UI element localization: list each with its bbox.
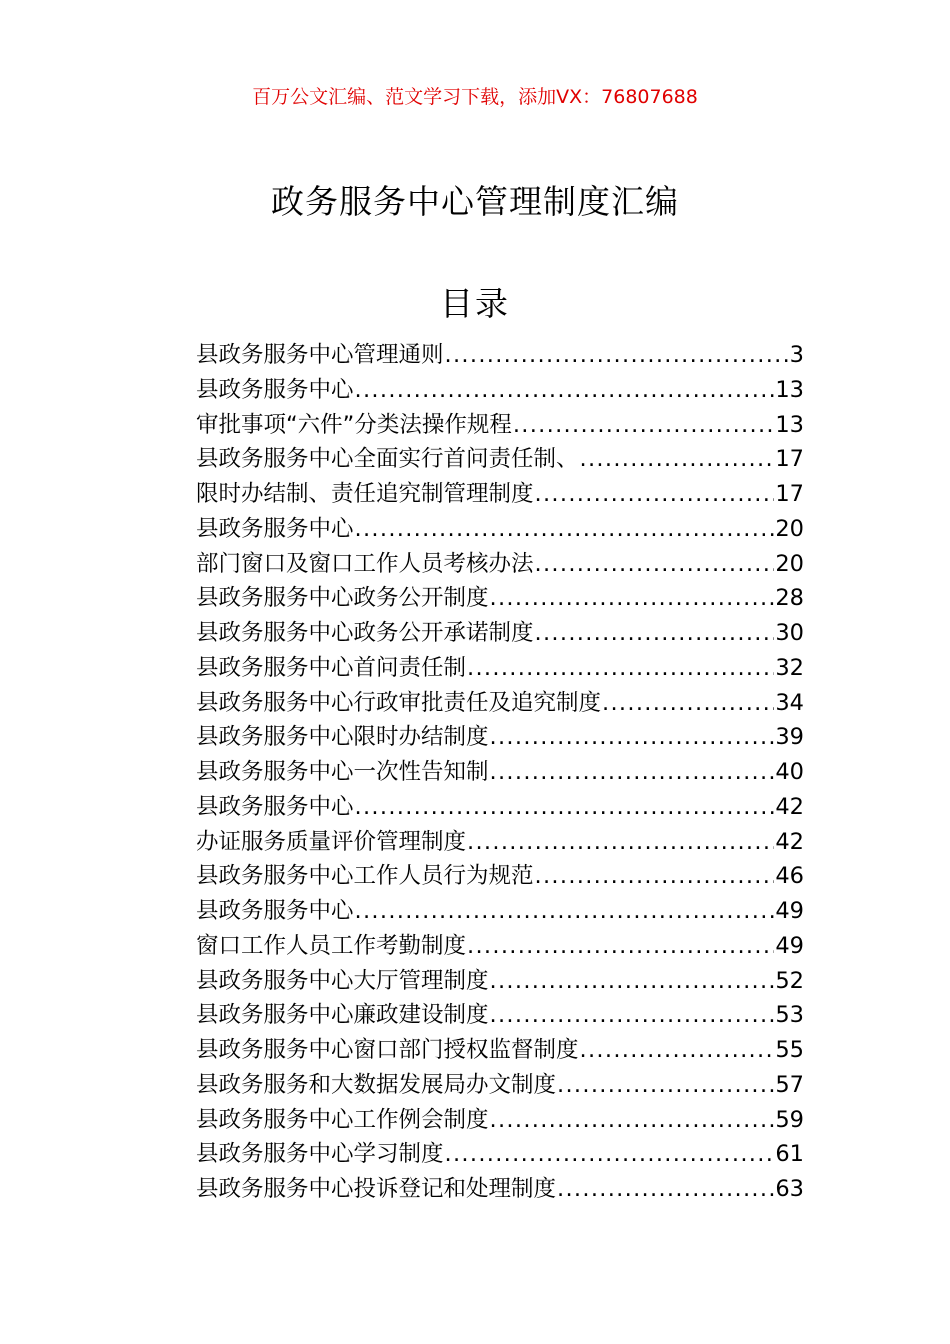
toc-entry-page: 13 [775, 411, 804, 438]
toc-entry-label: 县政务服务中心政务公开承诺制度 [196, 620, 534, 646]
toc-entry[interactable] [196, 755, 804, 790]
toc-heading: 目录 [440, 284, 510, 323]
toc-entry-label: 县政务服务中心窗口部门授权监督制度 [196, 1037, 579, 1063]
toc-dot-leader [355, 790, 775, 824]
toc-entry-label: 县政务服务中心 [196, 376, 354, 403]
promo-banner: 百万公文汇编、范文学习下载，添加VX：76807688 [252, 86, 698, 108]
toc-entry-page: 57 [775, 1071, 804, 1098]
toc-entry-label: 限时办结制、责任追究制管理制度 [196, 481, 534, 507]
toc-entry[interactable] [196, 964, 804, 999]
toc-dot-leader [467, 929, 774, 963]
toc-entry-page: 46 [775, 863, 804, 890]
toc-dot-leader [535, 859, 775, 893]
toc-entry-label: 审批事项“六件”分类法操作规程 [196, 411, 512, 438]
toc-dot-leader [557, 1068, 774, 1102]
toc-entry-page: 49 [775, 898, 804, 924]
toc-dot-leader [467, 651, 774, 685]
toc-dot-leader [580, 1033, 775, 1067]
toc-entry[interactable] [196, 1172, 804, 1207]
toc-entry[interactable] [196, 373, 804, 408]
toc-entry-page: 3 [789, 342, 804, 368]
toc-entry-label: 县政务服务中心 [196, 793, 354, 820]
toc-dot-leader [535, 547, 775, 581]
toc-dot-leader [490, 964, 775, 998]
toc-dot-leader [355, 512, 775, 546]
toc-dot-leader [355, 894, 775, 928]
toc-entry-label: 县政务服务中心首问责任制 [196, 654, 467, 681]
toc-dot-leader [580, 442, 775, 476]
toc-dot-leader [490, 998, 775, 1032]
toc-entry-page: 17 [775, 481, 804, 507]
table-of-contents [196, 338, 804, 1207]
toc-dot-leader [355, 373, 775, 407]
toc-entry[interactable] [196, 651, 804, 686]
toc-entry-label: 县政务服务中心限时办结制度 [196, 724, 489, 751]
toc-dot-leader [490, 1103, 775, 1137]
toc-entry-page: 13 [775, 376, 804, 403]
toc-entry[interactable] [196, 790, 804, 825]
toc-entry-label: 县政务服务中心学习制度 [196, 1141, 444, 1168]
toc-entry[interactable] [196, 512, 804, 547]
toc-entry-page: 49 [775, 932, 804, 959]
toc-entry-label: 县政务服务和大数据发展局办文制度 [196, 1071, 557, 1098]
toc-entry-page: 63 [775, 1176, 804, 1202]
toc-entry-page: 55 [775, 1037, 804, 1063]
toc-entry-page: 39 [775, 724, 804, 751]
toc-dot-leader [445, 1137, 775, 1171]
toc-dot-leader [535, 477, 775, 511]
toc-dot-leader [513, 408, 775, 442]
toc-entry-label: 县政务服务中心一次性告知制 [196, 759, 489, 785]
toc-entry-label: 县政务服务中心行政审批责任及追究制度 [196, 689, 602, 716]
toc-entry[interactable] [196, 477, 804, 512]
toc-entry[interactable] [196, 859, 804, 894]
toc-entry-page: 40 [775, 759, 804, 785]
toc-entry-page: 53 [775, 1002, 804, 1029]
toc-entry-label: 县政务服务中心 [196, 515, 354, 542]
toc-entry-page: 34 [775, 689, 804, 716]
toc-entry[interactable] [196, 929, 804, 964]
toc-entry-label: 县政务服务中心 [196, 898, 354, 924]
toc-entry[interactable] [196, 720, 804, 755]
document-title: 政务服务中心管理制度汇编 [271, 182, 679, 221]
toc-entry-label: 县政务服务中心投诉登记和处理制度 [196, 1176, 557, 1202]
toc-entry-page: 42 [775, 793, 804, 820]
toc-dot-leader [490, 755, 775, 789]
toc-entry[interactable] [196, 825, 804, 860]
toc-entry-page: 61 [775, 1141, 804, 1168]
toc-entry-label: 办证服务质量评价管理制度 [196, 828, 467, 855]
toc-entry[interactable] [196, 1137, 804, 1172]
toc-entry[interactable] [196, 547, 804, 582]
toc-entry[interactable] [196, 338, 804, 373]
toc-entry-label: 县政务服务中心廉政建设制度 [196, 1002, 489, 1029]
toc-dot-leader [490, 581, 775, 615]
toc-entry[interactable] [196, 686, 804, 721]
toc-dot-leader [445, 338, 789, 372]
toc-entry-label: 县政务服务中心工作例会制度 [196, 1106, 489, 1133]
toc-entry-page: 20 [775, 515, 804, 542]
toc-entry-page: 52 [775, 967, 804, 994]
toc-dot-leader [490, 720, 775, 754]
toc-entry-page: 59 [775, 1106, 804, 1133]
toc-entry-label: 县政务服务中心政务公开制度 [196, 585, 489, 612]
toc-entry-page: 17 [775, 446, 804, 473]
toc-entry[interactable] [196, 442, 804, 477]
toc-entry-label: 县政务服务中心全面实行首问责任制、 [196, 446, 579, 473]
toc-entry-page: 42 [775, 828, 804, 855]
toc-entry[interactable] [196, 1103, 804, 1138]
toc-entry-label: 县政务服务中心管理通则 [196, 342, 444, 368]
toc-entry[interactable] [196, 1033, 804, 1068]
toc-entry-page: 30 [775, 620, 804, 646]
toc-entry-label: 窗口工作人员工作考勤制度 [196, 932, 467, 959]
toc-entry-label: 县政务服务中心大厅管理制度 [196, 967, 489, 994]
toc-dot-leader [602, 686, 774, 720]
toc-entry-page: 20 [775, 550, 804, 577]
toc-entry[interactable] [196, 998, 804, 1033]
toc-entry[interactable] [196, 1068, 804, 1103]
toc-dot-leader [467, 825, 774, 859]
toc-entry[interactable] [196, 894, 804, 929]
toc-entry-page: 28 [775, 585, 804, 612]
toc-entry[interactable] [196, 616, 804, 651]
toc-entry[interactable] [196, 408, 804, 443]
toc-dot-leader [535, 616, 775, 650]
toc-entry-page: 32 [775, 654, 804, 681]
toc-entry-label: 部门窗口及窗口工作人员考核办法 [196, 550, 534, 577]
toc-entry-label: 县政务服务中心工作人员行为规范 [196, 863, 534, 890]
toc-entry[interactable] [196, 581, 804, 616]
toc-dot-leader [557, 1172, 774, 1206]
